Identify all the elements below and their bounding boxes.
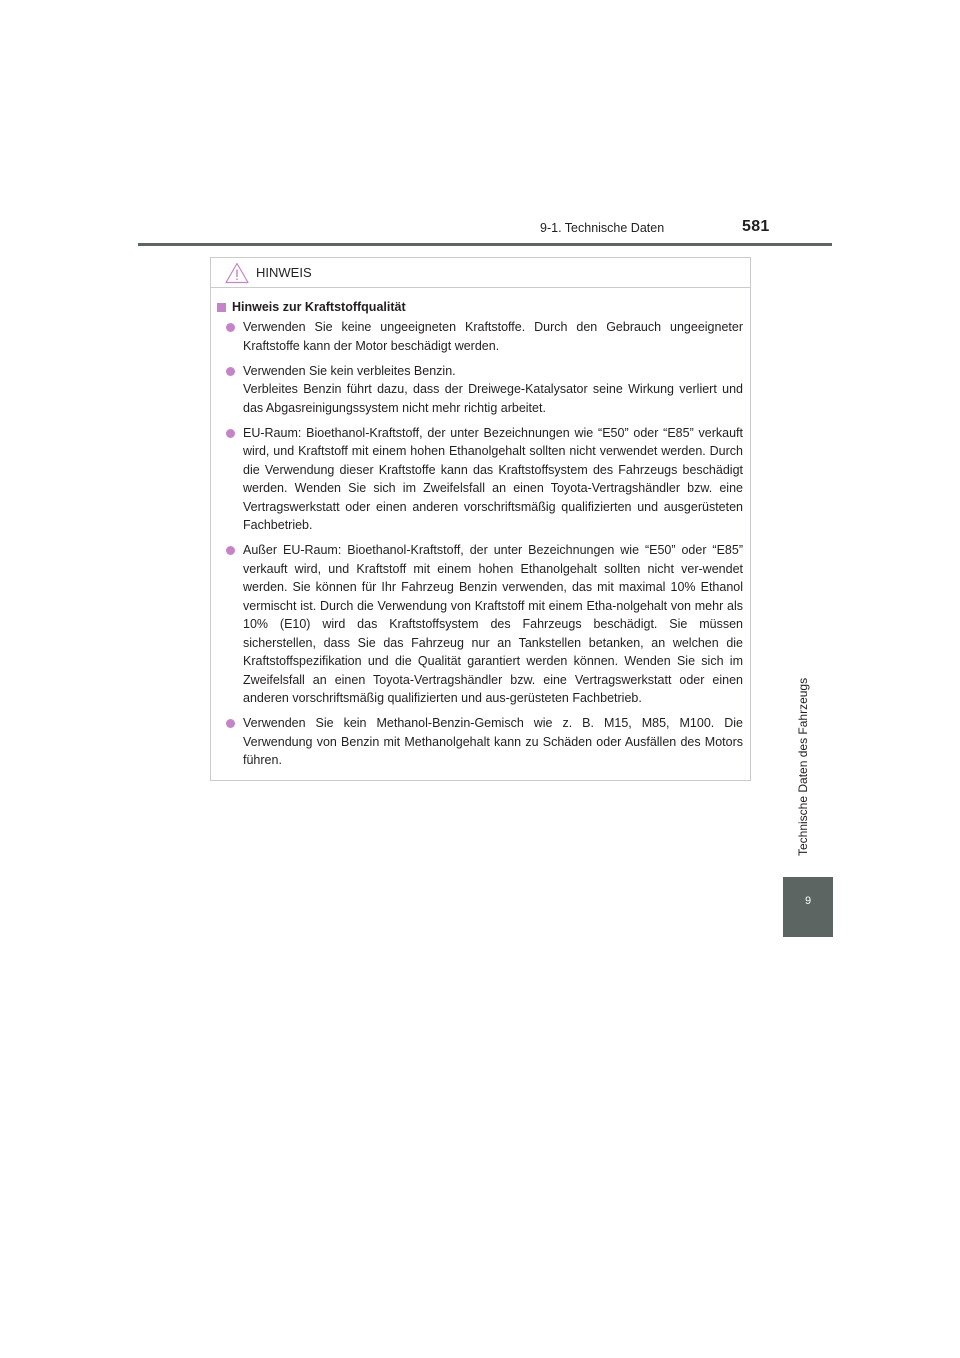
warning-triangle-icon xyxy=(225,262,249,284)
bullet-item xyxy=(216,362,743,418)
notice-body xyxy=(211,288,750,770)
chapter-side-label: Technische Daten des Fahrzeugs xyxy=(796,677,810,856)
bullet-item xyxy=(216,424,743,535)
chapter-tab xyxy=(783,877,833,937)
square-bullet-icon xyxy=(217,303,226,312)
bullet-paragraph: EU-Raum: Bioethanol-Kraftstoff, der unter Bezeichnungen wie “E50” oder “E85” verkauft wird, und Kraftstoff mit einem hohen Ethanolgehalt sollten nicht verwendet werden. Durch die Verwendung dieser Kraftstoffe kann das Kraftstoffsystem des Fahrzeugs beschädigt werden. Wenden Sie sich im Zweifelsfall an einen Toyota-Vertragshändler bzw. eine Vertragswerkstatt oder einen anderen vorschriftsmäßig qualifizierten und ausgerüsteten Fachbetrieb. xyxy=(243,425,743,532)
bullet-paragraph: Außer EU-Raum: Bioethanol-Kraftstoff, der unter Bezeichnungen wie “E50” oder “E85” verkauft wird, und Kraftstoff mit einem hohen Ethanolgehalt sollten nicht ver-wendet werden. Sie können für Ihr Fahrzeug Benzin verwenden, das mit maximal 10% Ethanol vermischt ist. Durch die Verwendung von Kraftstoff mit einem Etha-nolgehalt von mehr als 10% (E10) wird das Kraftstoffsystem des Fahrzeugs beschädigt. Sie müssen sicherstellen, dass Sie das Fahrzeug nur an Tankstellen betanken, an welchen die Kraftstoffspezifikation und die Qualität garantiert werden können. Wenden Sie sich im Zweifelsfall an einen Toyota-Vertragshändler bzw. eine Vertragswerkstatt oder einen anderen vorschriftsmäßig qualifizierten und aus-gerüsteten Fachbetrieb. xyxy=(243,543,743,705)
notice-section-title xyxy=(216,300,743,314)
bullet-paragraph: Verbleites Benzin führt dazu, dass der Dreiwege-Katalysator seine Wirkung verliert und das Abgasreinigungssystem nicht mehr richtig arbeitet. xyxy=(243,382,743,415)
chapter-number: 9 xyxy=(804,895,812,907)
round-bullet-icon xyxy=(226,367,235,376)
bullet-paragraph: Verwenden Sie keine ungeeigneten Kraftstoffe. Durch den Gebrauch ungeeigneter Kraftstoffe kann der Motor beschädigt werden. xyxy=(243,320,743,353)
bullet-text xyxy=(243,714,743,770)
bullet-list xyxy=(216,318,743,770)
notice-box xyxy=(210,257,751,781)
round-bullet-icon xyxy=(226,546,235,555)
bullet-text xyxy=(243,424,743,535)
bullet-item xyxy=(216,541,743,708)
bullet-text xyxy=(243,541,743,708)
notice-heading: HINWEIS xyxy=(256,265,312,280)
round-bullet-icon xyxy=(226,719,235,728)
bullet-item xyxy=(216,714,743,770)
bullet-paragraph: Verwenden Sie kein Methanol-Benzin-Gemisch wie z. B. M15, M85, M100. Die Verwendung von Benzin mit Methanolgehalt kann zu Schäden oder Ausfällen des Motors führen. xyxy=(243,716,743,767)
notice-header xyxy=(211,258,750,288)
round-bullet-icon xyxy=(226,429,235,438)
bullet-item xyxy=(216,318,743,355)
header-divider xyxy=(138,243,832,246)
bullet-text xyxy=(243,362,743,418)
section-header-title: 9-1. Technische Daten xyxy=(540,221,665,235)
bullet-text xyxy=(243,318,743,355)
bullet-paragraph: Verwenden Sie kein verbleites Benzin. xyxy=(243,363,456,378)
round-bullet-icon xyxy=(226,323,235,332)
page-number: 581 xyxy=(742,218,770,235)
notice-section-title-text: Hinweis zur Kraftstoffqualität xyxy=(232,300,406,314)
